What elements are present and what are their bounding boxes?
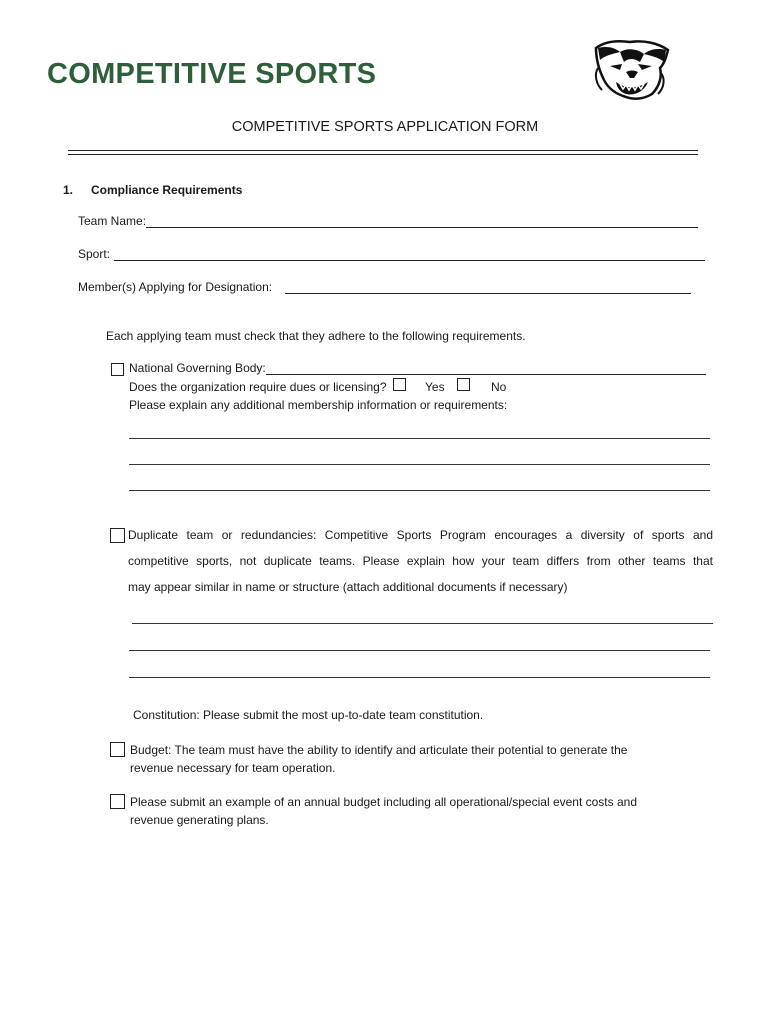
sport-row <box>78 247 705 261</box>
header-divider <box>68 150 698 155</box>
membership-explain-prompt: Please explain any additional membership information or requirements: <box>129 398 508 412</box>
duplicate-team-line-1: Duplicate team or redundancies: Competitive Sports Program encourages a diversity of sports and <box>128 528 713 542</box>
budget-example-line-2: revenue generating plans. <box>130 813 269 827</box>
members-field[interactable] <box>285 281 691 294</box>
duplicate-team-checkbox[interactable] <box>110 528 125 543</box>
dues-yes-checkbox[interactable] <box>393 378 406 391</box>
budget-checkbox[interactable] <box>110 742 125 757</box>
budget-example-line-1: Please submit an example of an annual budget including all operational/special event costs and <box>130 795 637 809</box>
dues-question: Does the organization require dues or licensing? <box>129 380 387 394</box>
membership-answer-line-2[interactable] <box>129 464 710 465</box>
ngb-row <box>129 361 706 375</box>
badger-mascot-logo-icon <box>590 38 672 100</box>
team-name-field[interactable] <box>146 215 698 228</box>
ngb-checkbox[interactable] <box>111 363 124 376</box>
constitution-text: Constitution: Please submit the most up-to-date team constitution. <box>133 708 484 722</box>
section-number: 1. <box>63 183 74 197</box>
document-title: COMPETITIVE SPORTS <box>47 58 377 90</box>
sport-label: Sport: <box>78 247 111 261</box>
ngb-label: National Governing Body: <box>129 361 266 375</box>
section-title: Compliance Requirements <box>91 183 243 197</box>
duplicate-answer-line-2[interactable] <box>129 650 710 651</box>
duplicate-team-line-3: may appear similar in name or structure (attach additional documents if necessary) <box>128 580 568 594</box>
membership-answer-line-1[interactable] <box>129 438 710 439</box>
ngb-field[interactable] <box>266 362 706 375</box>
dues-no-checkbox[interactable] <box>457 378 470 391</box>
membership-answer-line-3[interactable] <box>129 490 710 491</box>
duplicate-team-line-2: competitive sports, not duplicate teams. Please explain how your team differs from other teams that <box>128 554 713 568</box>
budget-line-2: revenue necessary for team operation. <box>130 761 336 775</box>
dues-no-label: No <box>491 380 507 394</box>
form-title: COMPETITIVE SPORTS APPLICATION FORM <box>231 119 539 135</box>
sport-field[interactable] <box>114 248 705 261</box>
duplicate-answer-line-1[interactable] <box>132 623 713 624</box>
members-label: Member(s) Applying for Designation: <box>78 280 273 294</box>
duplicate-answer-line-3[interactable] <box>129 677 710 678</box>
requirements-intro: Each applying team must check that they adhere to the following requirements. <box>106 329 526 343</box>
budget-example-checkbox[interactable] <box>110 794 125 809</box>
dues-yes-label: Yes <box>425 380 445 394</box>
team-name-label: Team Name: <box>78 214 147 228</box>
budget-line-1: Budget: The team must have the ability to identify and articulate their potential to generate the <box>130 743 628 757</box>
team-name-row <box>78 214 698 228</box>
members-row <box>78 280 691 294</box>
